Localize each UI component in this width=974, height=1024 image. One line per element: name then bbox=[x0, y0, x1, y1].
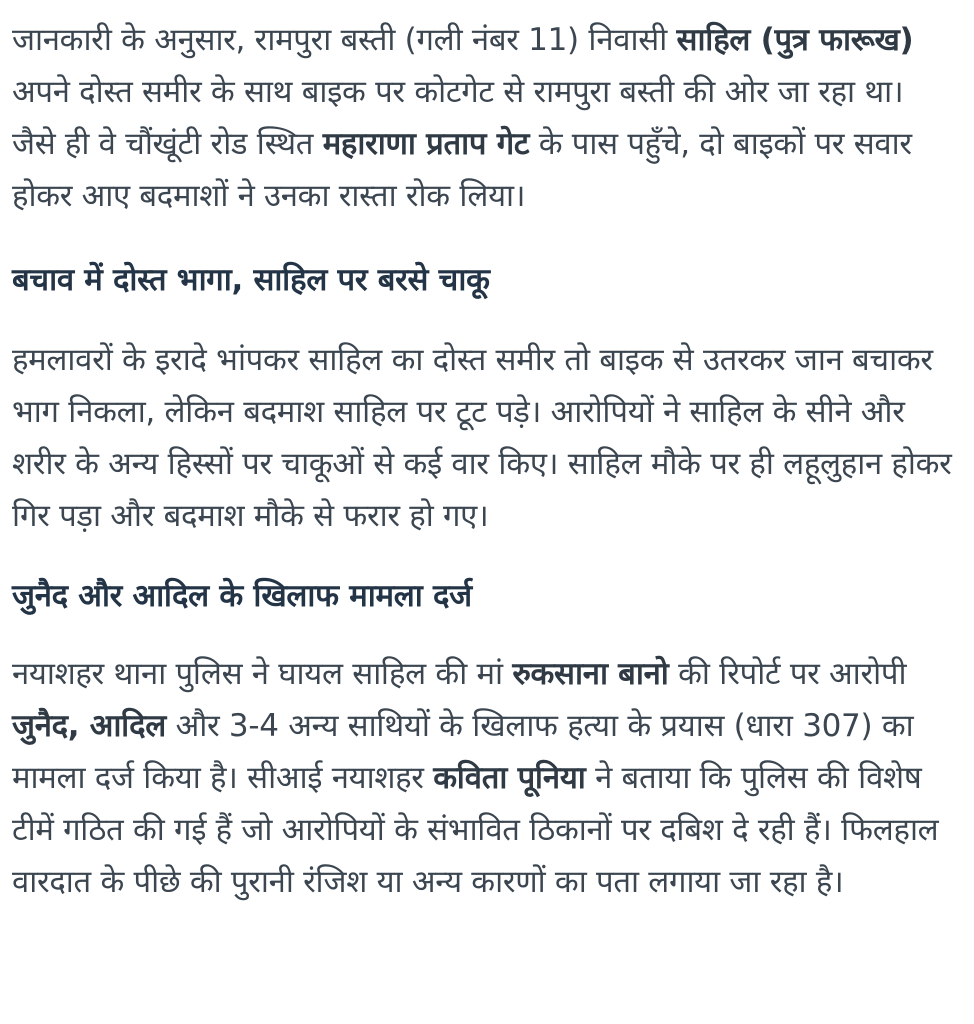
section-heading-attack: बचाव में दोस्त भागा, साहिल पर बरसे चाकू bbox=[12, 262, 490, 298]
article-paragraph-incident bbox=[12, 14, 956, 222]
location-name: महाराणा प्रताप गेट bbox=[322, 126, 530, 162]
officer-name: कविता पूनिया bbox=[433, 760, 586, 796]
paragraph-text: और 3-4 अन्य साथियों के खिलाफ हत्या के प्रयास (धारा 307) का मामला दर्ज किया है। सीआई नयाशहर bbox=[12, 708, 914, 796]
paragraph-text: अपने दोस्त समीर के साथ बाइक पर कोटगेट से रामपुरा बस्ती की ओर जा रहा था। जैसे ही वे चौंखूंटी रोड स्थित bbox=[12, 74, 904, 162]
victim-name: साहिल (पुत्र फारूख) bbox=[676, 22, 914, 58]
paragraph-text: ने बताया कि पुलिस की विशेष टीमें गठित की गई हैं जो आरोपियों के संभावित ठिकानों पर दबिश दे रही हैं। फिलहाल वारदात के पीछे की पुरानी रंजिश या अन्य कारणों का पता लगाया जा रहा है। bbox=[12, 760, 939, 900]
paragraph-text: जानकारी के अनुसार, रामपुरा बस्ती (गली नंबर 11) निवासी bbox=[12, 22, 677, 58]
article-paragraph-case bbox=[12, 648, 956, 908]
paragraph-text: नयाशहर थाना पुलिस ने घायल साहिल की मां bbox=[12, 656, 513, 692]
complainant-name: रुकसाना बानो bbox=[512, 656, 669, 692]
section-heading-case: जुनैद और आदिल के खिलाफ मामला दर्ज bbox=[12, 578, 472, 614]
paragraph-text: की रिपोर्ट पर आरोपी bbox=[668, 656, 907, 692]
accused-names: जुनैद, आदिल bbox=[12, 708, 167, 744]
paragraph-text: के पास पहुँचे, दो बाइकों पर सवार होकर आए बदमाशों ने उनका रास्ता रोक लिया। bbox=[12, 126, 912, 214]
article-paragraph-attack: हमलावरों के इरादे भांपकर साहिल का दोस्त समीर तो बाइक से उतरकर जान बचाकर भाग निकला, लेकिन बदमाश साहिल पर टूट पड़े। आरोपियों ने साहिल के सीने और शरीर के अन्य हिस्सों पर चाकूओं से कई वार किए। साहिल मौके पर ही लहूलुहान होकर गिर पड़ा और बदमाश मौके से फरार हो गए। bbox=[12, 342, 952, 534]
